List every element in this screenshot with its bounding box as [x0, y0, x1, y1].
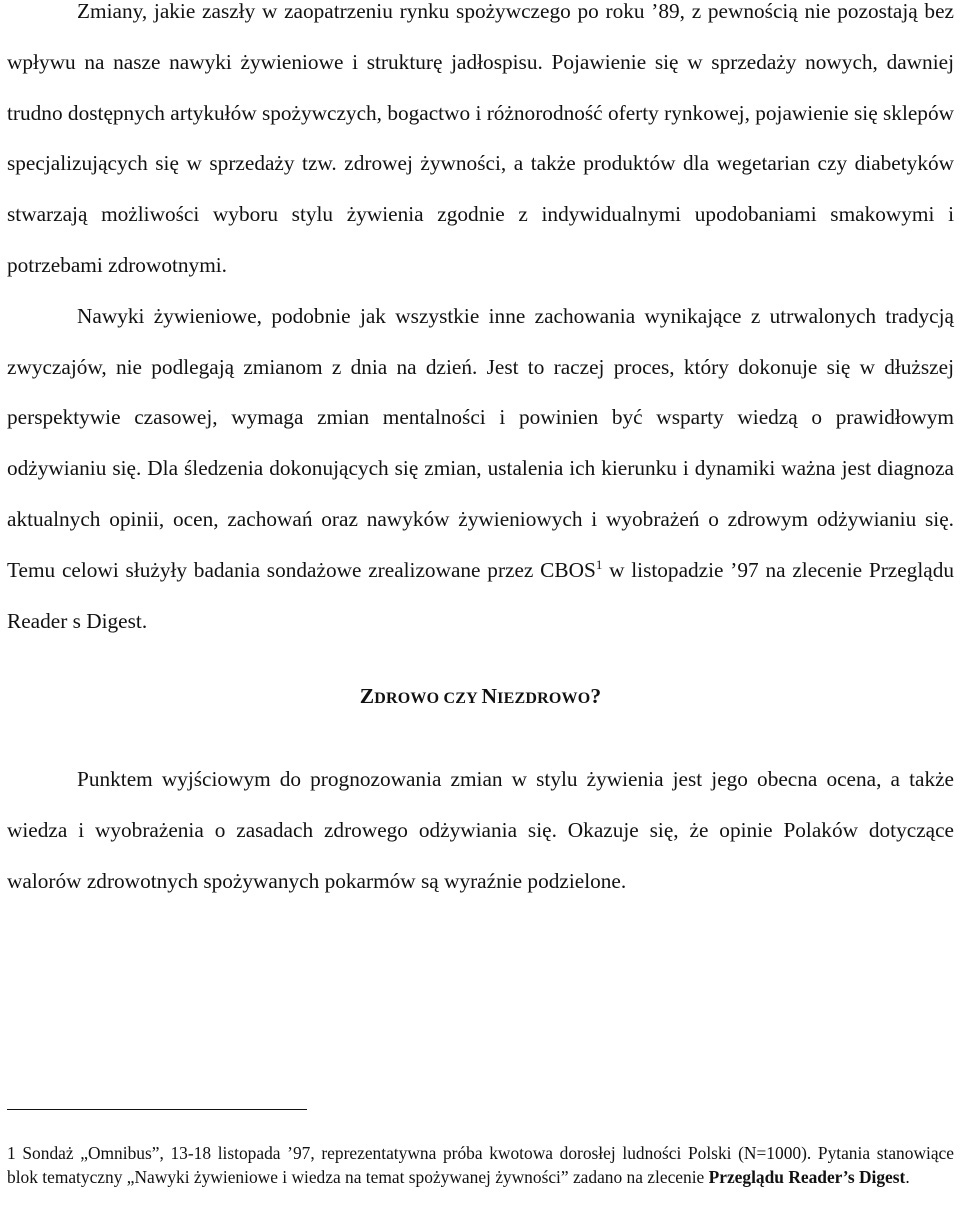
paragraph-eating-habits-end: w listopadzie ’97 na zlecenie Przeglądu Reader s Digest.: [7, 557, 954, 633]
paragraph-market-changes: Zmiany, jakie zaszły w zaopatrzeniu rynku spożywczego po roku ’89, z pewnością nie pozostają bez wpływu na nasze nawyki żywieniowe i strukturę jadłospisu. Pojawienie się w sprzedaży nowych, dawniej trudno dostępnych artykułów spożywczych, bogactwo i różnorodność oferty rynkowej, pojawienie się sklepów specjalizujących się w sprzedaży tzw. zdrowej żywności, a także produktów dla wegetarian czy diabetyków stwarzają możliwości wyboru stylu żywienia zgodnie z indywidualnymi upodobaniami smakowymi i potrzebami zdrowotnymi.: [7, 0, 954, 277]
heading-letter-n: N: [481, 684, 498, 709]
footnote-bold-title: Przeglądu Reader’s Digest: [708, 1167, 906, 1188]
footnote-end: .: [905, 1167, 910, 1188]
heading-letter-z: Z: [359, 684, 375, 709]
paragraph-opinions: Punktem wyjściowym do prognozowania zmian w stylu żywienia jest jego obecna ocena, a także wiedza i wyobrażenia o zasadach zdrowego odżywiania się. Okazuje się, że opinie Polaków dotyczące walorów zdrowotnych spożywanych pokarmów są wyraźnie podzielone.: [7, 767, 954, 893]
footnote-reference: 1: [595, 556, 603, 572]
section-heading: [7, 671, 954, 724]
heading-part-drowo-czy: DROWO CZY: [374, 690, 482, 708]
paragraph-eating-habits-text: Nawyki żywieniowe, podobnie jak wszystkie inne zachowania wynikające z utrwalonych tradycją zwyczajów, nie podlegają zmianom z dnia na dzień. Jest to raczej proces, który dokonuje się w dłuższej perspektywie czasowej, wymaga zmian mentalności i powinien być wsparty wiedzą o prawidłowym odżywianiu się. Dla śledzenia dokonujących się zmian, ustalenia ich kierunku i dynamiki ważna jest diagnoza aktualnych opinii, ocen, zachowań oraz nawyków żywieniowych i wyobrażeń o zdrowym odżywianiu się. Temu celowi służyły badania sondażowe zrealizowane przez CBOS: [7, 303, 954, 582]
footnote: [7, 1141, 954, 1190]
document-page: [7, 0, 954, 907]
footnote-text: Sondaż „Omnibus”, 13-18 listopada ’97, reprezentatywna próba kwotowa dorosłej ludności Polski (N=1000). Pytania stanowiące blok tematyczny „Nawyki żywieniowe i wiedza na temat spożywanej żywności” zadano na zlecenie: [7, 1143, 954, 1188]
heading-part-iezdrowo: IEZDROWO: [497, 690, 591, 708]
footnote-number: 1: [7, 1143, 16, 1163]
paragraph-eating-habits: [7, 291, 954, 647]
heading-question-mark: ?: [590, 684, 602, 709]
footnote-separator: [7, 1109, 307, 1110]
